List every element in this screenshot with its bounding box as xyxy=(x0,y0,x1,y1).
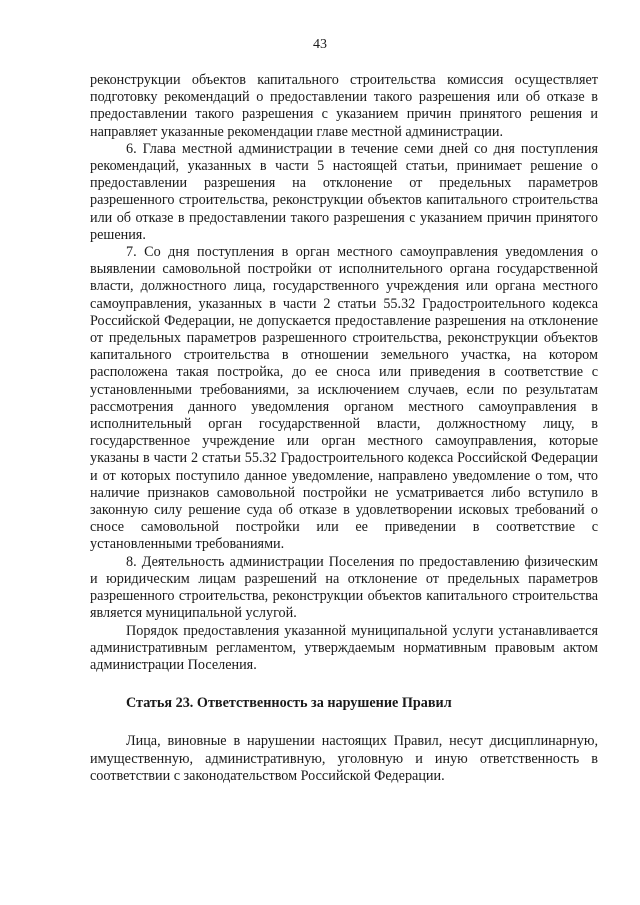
paragraph-continuation: реконструкции объектов капитального строительства комиссия осуществляет подготовку рекомендаций о предоставлении такого разрешения или об отказе в предоставлении такого разрешения с указанием причин принятого решения и направляет указанные рекомендации главе местной администрации. xyxy=(90,72,598,140)
paragraph-item-7: 7. Со дня поступления в орган местного самоуправления уведомления о выявлении самовольной постройки от исполнительного органа государственной власти, должностного лица, государственного учреждения или органа местного самоуправления, указанных в части 2 статьи 55.32 Градостроительного кодекса Российской Федерации, не допускается предоставление разрешения на отклонение от предельных параметров разрешенного строительства, реконструкции объектов капитального строительства в отношении земельного участка, на котором расположена такая постройка, до ее сноса или приведения в соответствие с установленными требованиями, за исключением случаев, если по результатам рассмотрения данного уведомления органом местного самоуправления в исполнительный орган государственной власти, должностному лицу, в государственное учреждение или орган местного самоуправления, которые указаны в части 2 статьи 55.32 Градостроительного кодекса Российской Федерации и от которых поступило данное уведомление, направлено уведомление о том, что наличие признаков самовольной постройки не усматривается либо вступило в законную силу решение суда об отказе в удовлетворении исковых требований о сносе самовольной постройки или ее приведении в соответствие с установленными требованиями. xyxy=(90,244,598,553)
spacer xyxy=(90,712,598,733)
paragraph-item-8: 8. Деятельность администрации Поселения по предоставлению физическим и юридическим лицам разрешений на отклонение от предельных параметров разрешенного строительства, реконструкции объектов капитального строительства является муниципальной услугой. xyxy=(90,553,598,622)
article-title: Статья 23. Ответственность за нарушение Правил xyxy=(126,695,452,712)
paragraph-procedure: Порядок предоставления указанной муниципальной услуги устанавливается административным регламентом, утверждаемым нормативным правовым актом администрации Поселения. xyxy=(90,622,598,673)
spacer xyxy=(90,674,598,695)
paragraph-liability: Лица, виновные в нарушении настоящих Правил, несут дисциплинарную, имущественную, административную, уголовную и иную ответственность в соответствии с законодательством Российской Федерации. xyxy=(90,733,598,784)
page-number: 43 xyxy=(313,37,327,52)
page-body xyxy=(90,72,598,785)
paragraph-item-6: 6. Глава местной администрации в течение семи дней со дня поступления рекомендаций, указанных в части 5 настоящей статьи, принимает решение о предоставлении разрешения на отклонение от предельных параметров разрешенного строительства, реконструкции объектов капитального строительства или об отказе в предоставлении такого разрешения с указанием причин принятого решения. xyxy=(90,140,598,243)
